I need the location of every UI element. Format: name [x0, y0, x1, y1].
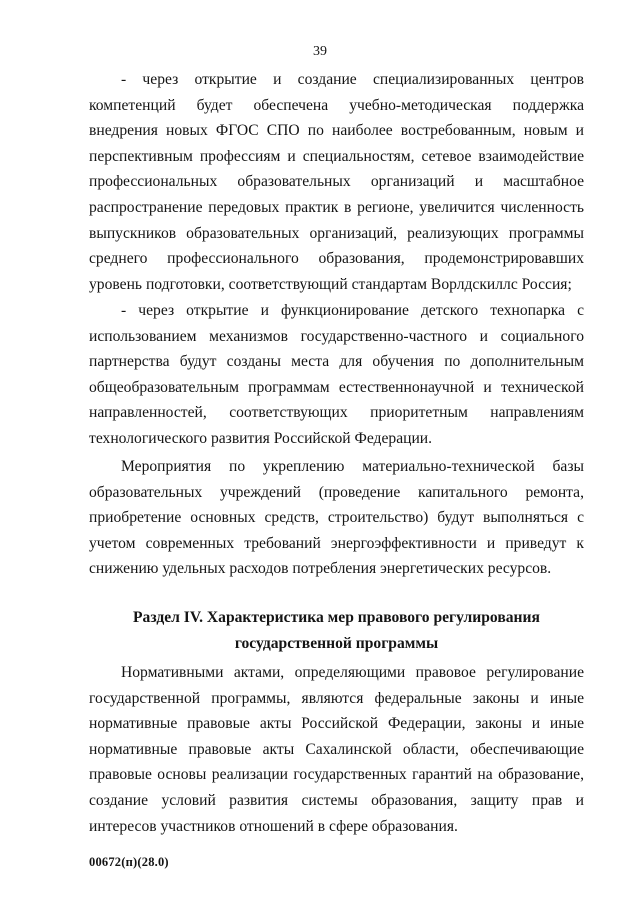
paragraph-text: Нормативными актами, определяющими правовое регулирование государственной программы, являются федеральные законы и иные нормативные правовые акты Российской Федерации, законы и иные нормативные правовые акты Сахалинской области, обеспечивающие правовые основы реализации государственных гарантий на образование, создание условий развития системы образования, защиту прав и интересов участников отношений в сфере образования. — [89, 664, 584, 835]
paragraph-material-base — [89, 454, 584, 582]
document-code: 00672(п)(28.0) — [89, 855, 169, 869]
paragraph-text: - через открытие и функционирование детского технопарка с использованием механизмов государственно-частного и социального партнерства будут созданы места для обучения по дополнительным общеобразовательным программам естественнонаучной и технической направленностей, соответствующих приоритетным направлениям технологического развития Российской Федерации. — [89, 302, 584, 447]
section-heading: Раздел IV. Характеристика мер правового регулирования государственной программы — [133, 609, 540, 652]
paragraph-competence-centers — [89, 67, 584, 297]
paragraph-technopark — [89, 298, 584, 452]
paragraph-text: Мероприятия по укреплению материально-технической базы образовательных учреждений (проведение капитального ремонта, приобретение основных средств, строительство) будут выполняться с учетом современных требований энергоэффективности и приведут к снижению удельных расходов потребления энергетических ресурсов. — [89, 458, 584, 578]
page-number: 39 — [313, 44, 327, 59]
paragraph-text: - через открытие и создание специализированных центров компетенций будет обеспечена учебно-методическая поддержка внедрения новых ФГОС СПО по наиболее востребованным, новым и перспективным профессиям и специальностям, сетевое взаимодействие профессиональных образовательных организаций и масштабное распространение передовых практик в регионе, увеличится численность выпускников образовательных организаций, реализующих программы среднего профессионального образования, продемонстрировавших уровень подготовки, соответствующий стандартам Ворлдскиллс Россия; — [89, 71, 584, 293]
paragraph-legal-regulation — [89, 660, 584, 839]
